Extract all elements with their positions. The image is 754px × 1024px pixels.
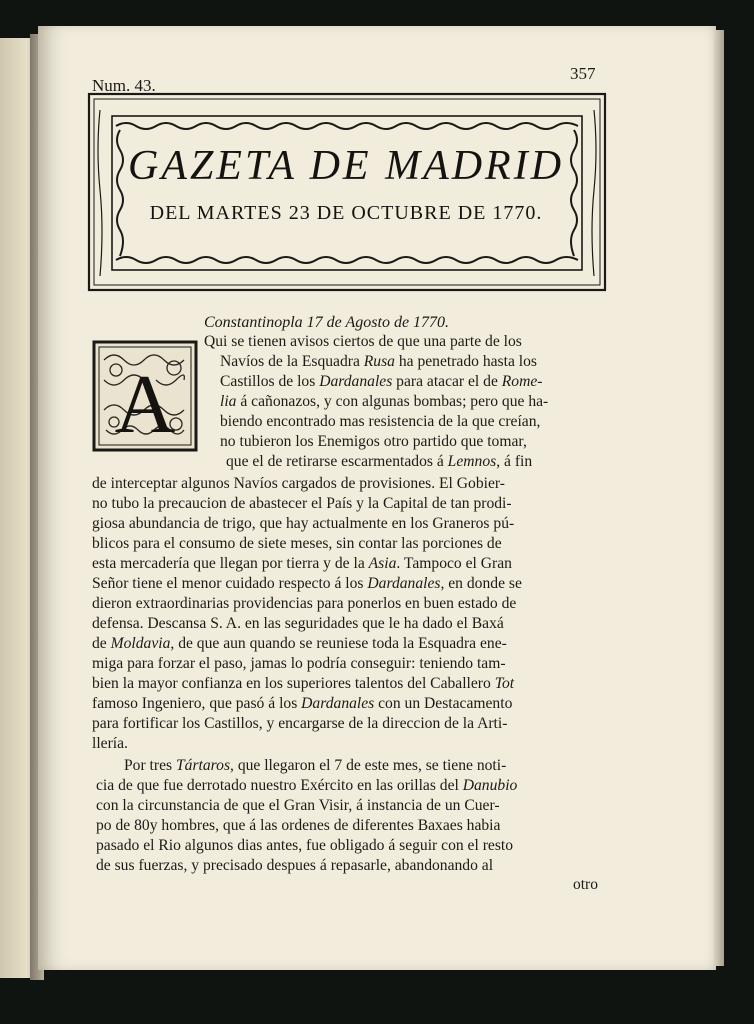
masthead-date: DEL MARTES 23 DE OCTUBRE DE 1770. — [149, 202, 543, 224]
text-line: Por tres Tártaros, que llegaron el 7 de este mes, se tiene noti- — [124, 757, 507, 774]
page-edge-stack — [714, 30, 724, 966]
text-line: blicos para el consumo de siete meses, sin contar las porciones de — [92, 535, 502, 552]
text-line: Castillos de los Dardanales para atacar el de Rome- — [220, 373, 543, 390]
text-line: con la circunstancia de que el Gran Visir, á instancia de un Cuer- — [96, 797, 500, 814]
text-line: de sus fuerzas, y precisado despues á repasarle, abandonando al — [96, 857, 494, 874]
text-line: de Moldavia, de que aun quando se reuniese toda la Esquadra ene- — [92, 635, 507, 652]
text-line: cia de que fue derrotado nuestro Exército en las orillas del Danubio — [96, 777, 518, 794]
text-line: para fortificar los Castillos, y encargarse de la direccion de la Arti- — [92, 715, 508, 732]
text-line: giosa abundancia de trigo, que hay actualmente en los Graneros pú- — [92, 515, 515, 532]
text-line: esta mercadería que llegan por tierra y de la Asia. Tampoco el Gran — [92, 555, 512, 572]
text-line: miga para forzar el paso, jamas lo podría conseguir: teniendo tam- — [92, 655, 506, 672]
text-line: bien la mayor confianza en los superiores talentos del Caballero Tot — [92, 675, 515, 692]
masthead — [86, 90, 608, 296]
decorated-initial — [92, 340, 198, 452]
text-line: dieron extraordinarias providencias para ponerlos en buen estado de — [92, 595, 517, 612]
text-line: Señor tiene el menor cuidado respecto á los Dardanales, en donde se — [92, 575, 522, 592]
ornamental-border-icon — [86, 90, 608, 296]
text-line: que el de retirarse escarmentados á Lemnos, á fin — [226, 453, 533, 470]
issue-number: Num. 43. — [92, 76, 156, 95]
engraved-initial-icon — [92, 340, 198, 452]
initial-letter: A — [114, 358, 176, 451]
text-line: lia á cañonazos, y con algunas bombas; pero que ha- — [220, 393, 549, 410]
text-line: Qui se tienen avisos ciertos de que una parte de los — [204, 333, 522, 350]
masthead-title: GAZETA DE MADRID — [127, 143, 565, 189]
catchword: otro — [573, 876, 598, 893]
text-line: pasado el Rio algunos dias antes, fue obligado á seguir con el resto — [96, 837, 514, 854]
text-line: famoso Ingeniero, que pasó á los Dardanales con un Destacamento — [92, 695, 513, 712]
page-number: 357 — [570, 64, 596, 83]
text-line: llería. — [92, 735, 128, 752]
text-line: no tubieron los Enemigos otro partido que tomar, — [220, 433, 527, 450]
dateline: Constantinopla 17 de Agosto de 1770. — [204, 314, 450, 331]
text-line: de interceptar algunos Navíos cargados de provisiones. El Gobier- — [92, 475, 505, 492]
text-line: no tubo la precaucion de abastecer el País y la Capital de tan prodi- — [92, 495, 512, 512]
text-line: Navíos de la Esquadra Rusa ha penetrado hasta los — [220, 353, 537, 370]
text-line: po de 80y hombres, que á las ordenes de diferentes Baxaes habia — [96, 817, 501, 834]
text-line: defensa. Descansa S. A. en las seguridades que le ha dado el Baxá — [92, 615, 504, 632]
text-line: biendo encontrado mas resistencia de la que creían, — [220, 413, 541, 430]
